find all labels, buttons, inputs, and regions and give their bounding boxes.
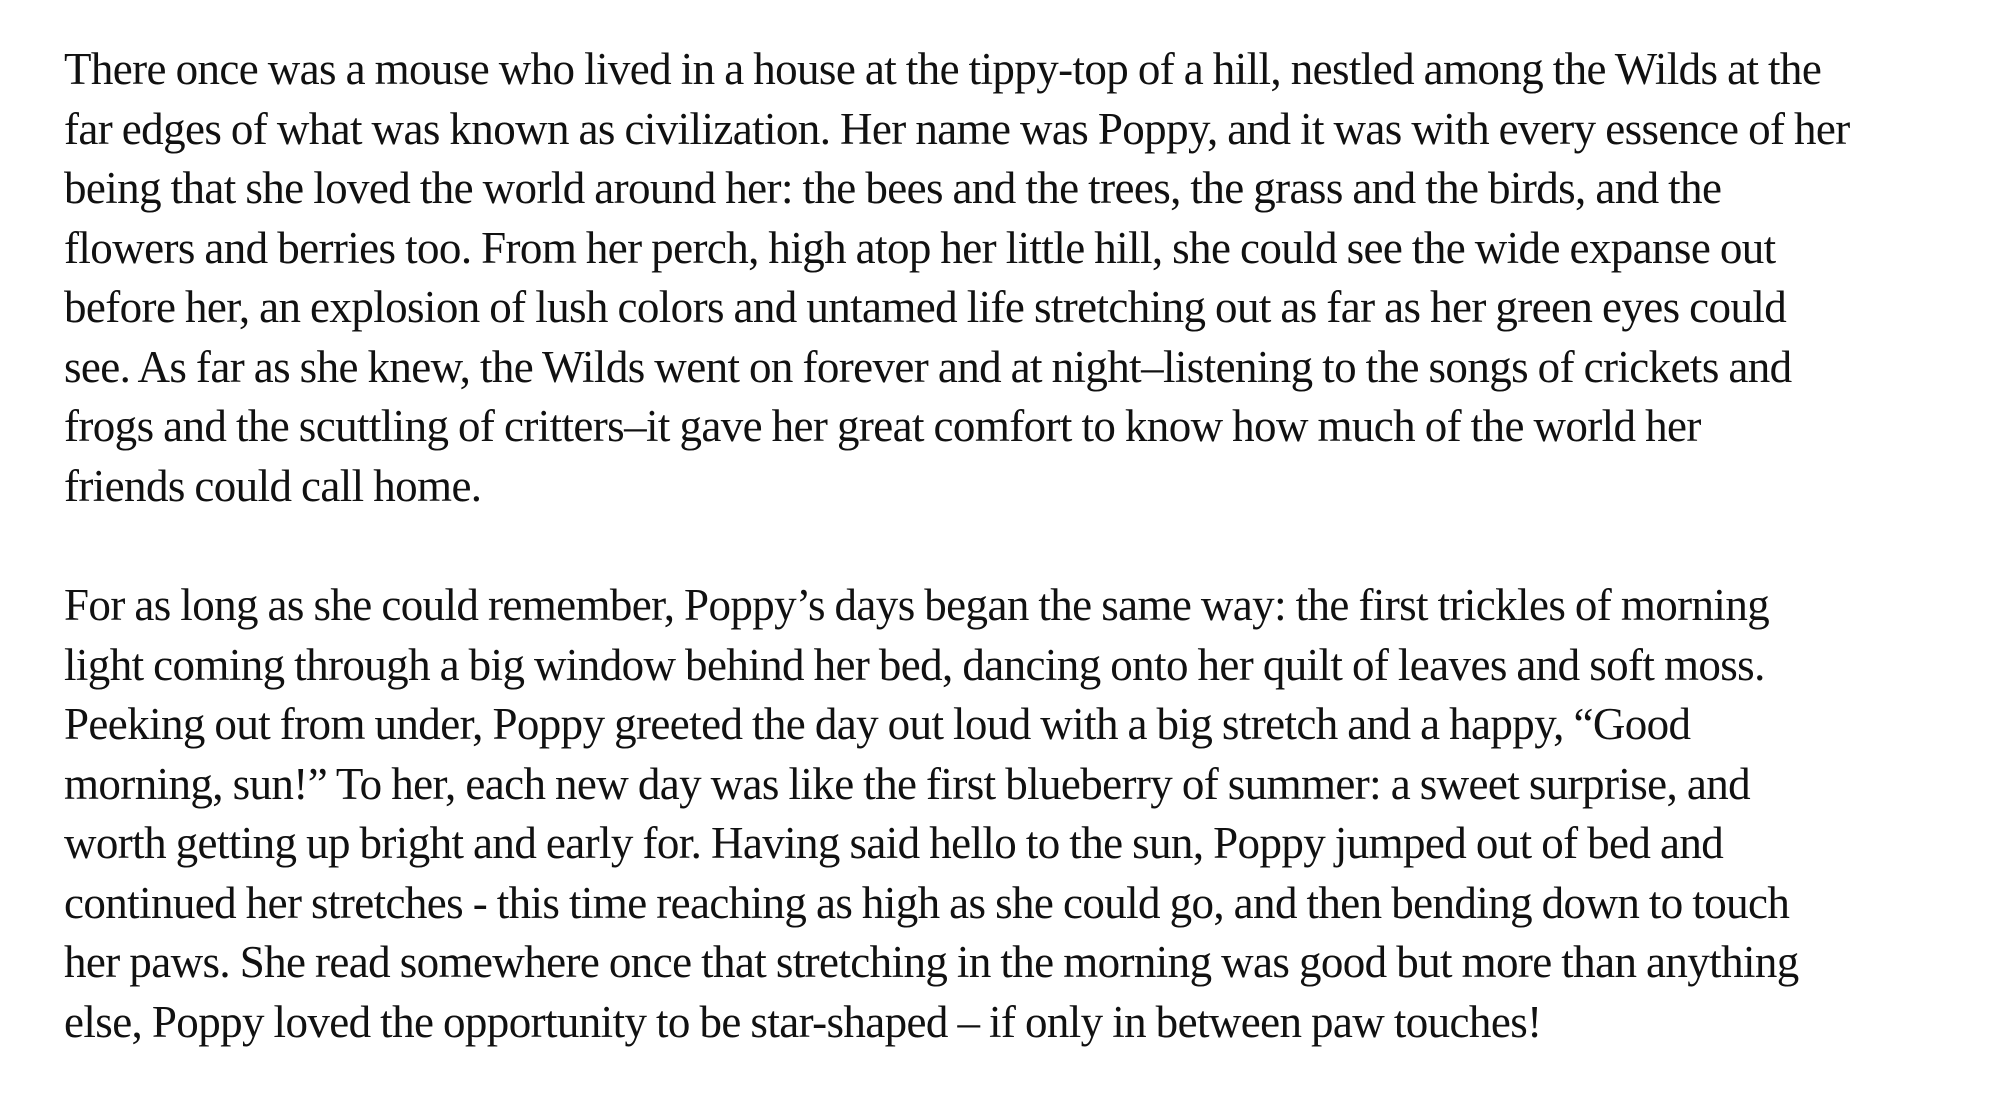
text-line: her paws. She read somewhere once that stretching in the morning was good but more than anything xyxy=(64,937,1799,987)
text-line: There once was a mouse who lived in a house at the tippy-top of a hill, nestled among the Wilds at the xyxy=(64,44,1822,94)
document-body xyxy=(64,40,1984,1052)
text-line: friends could call home. xyxy=(64,460,482,511)
text-line: frogs and the scuttling of critters–it gave her great comfort to know how much of the world her xyxy=(64,401,1701,451)
text-line: else, Poppy loved the opportunity to be star-shaped – if only in between paw touches! xyxy=(64,996,1542,1047)
text-line: flowers and berries too. From her perch, high atop her little hill, she could see the wide expanse out xyxy=(64,222,1776,273)
text-line: Peeking out from under, Poppy greeted the day out loud with a big stretch and a happy, “Good xyxy=(64,699,1691,749)
text-line: see. As far as she knew, the Wilds went on forever and at night–listening to the songs of crickets and xyxy=(64,341,1792,392)
text-line: being that she loved the world around her: the bees and the trees, the grass and the birds, and the xyxy=(64,163,1722,213)
text-line: before her, an explosion of lush colors and untamed life stretching out as far as her green eyes could xyxy=(64,282,1787,332)
text-line: continued her stretches - this time reaching as high as she could go, and then bending down to touch xyxy=(64,877,1790,928)
text-line: worth getting up bright and early for. Having said hello to the sun, Poppy jumped out of bed and xyxy=(64,818,1724,868)
paragraph-1 xyxy=(64,40,1984,516)
paragraph-2 xyxy=(64,576,1984,1052)
text-line: light coming through a big window behind her bed, dancing onto her quilt of leaves and soft moss. xyxy=(64,639,1765,690)
text-line: far edges of what was known as civilization. Her name was Poppy, and it was with every essence of her xyxy=(64,103,1850,154)
text-line: morning, sun!” To her, each new day was like the first blueberry of summer: a sweet surprise, and xyxy=(64,758,1750,809)
text-line: For as long as she could remember, Poppy’s days began the same way: the first trickles of morning xyxy=(64,580,1770,630)
